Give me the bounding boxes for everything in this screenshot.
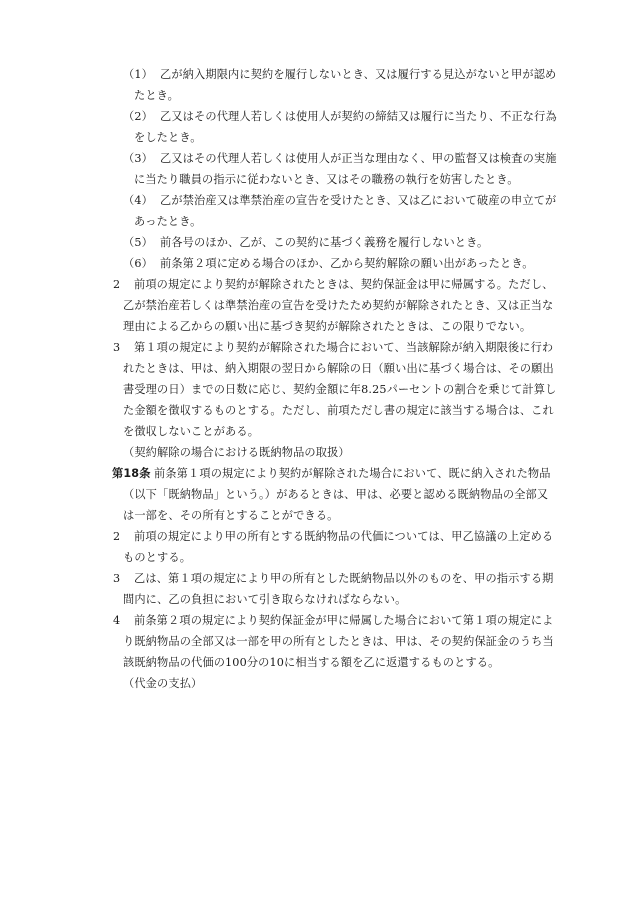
item-3-number: （3） <box>123 152 153 165</box>
item-3-line-2: に当たり職員の指示に従わないとき、又はその職務の執行を妨害したとき。 <box>134 173 519 186</box>
para-2-line-2: 乙が禁治産若しくは準禁治産の宣告を受けたため契約が解除されたとき、又は正当な <box>123 299 554 312</box>
article-18-para-4-line-1: 前条第２項の規定により契約保証金が甲に帰属した場合において第１項の規定によ <box>134 614 554 627</box>
item-5-line-1: 前各号のほか、乙が、この契約に基づく義務を履行しないとき。 <box>160 236 489 249</box>
item-6-line-1: 前条第２項に定める場合のほか、乙から契約解除の願い出があったとき。 <box>160 257 534 270</box>
para-2-number: 2 <box>113 278 121 291</box>
article-18-para-4-line-2: り既納物品の全部又は一部を甲の所有としたときは、甲は、その契約保証金のうち当 <box>123 635 554 648</box>
item-1-line-2: たとき。 <box>134 89 179 102</box>
para-3-line-3: 書受理の日）までの日数に応じ、契約金額に年8.25パーセントの割合を乗じて計算し <box>123 383 557 396</box>
item-2-number: （2） <box>123 110 153 123</box>
item-4-line-1: 乙が禁治産又は準禁治産の宣告を受けたとき、又は乙において破産の申立てが <box>160 194 557 207</box>
item-2-line-1: 乙又はその代理人若しくは使用人が契約の締結又は履行に当たり、不正な行為 <box>160 110 557 123</box>
para-3-line-4: た金額を徴収するものとする。ただし、前項ただし書の規定に該当する場合は、これ <box>123 404 554 417</box>
para-3-number: 3 <box>113 341 121 354</box>
article-18-para-2-line-1: 前項の規定により甲の所有とする既納物品の代価については、甲乙協議の上定める <box>134 530 554 543</box>
article-18-para-4-number: 4 <box>113 614 121 627</box>
item-1-number: （1） <box>123 68 153 81</box>
para-2-line-3: 理由による乙からの願い出に基づき契約が解除されたときは、この限りでない。 <box>123 320 532 333</box>
item-4-number: （4） <box>123 194 153 207</box>
article-18-line-3: は一部を、その所有とすることができる。 <box>123 509 339 522</box>
article-18-line-2: （以下「既納物品」という。）があるときは、甲は、必要と認める既納物品の全部又 <box>123 488 549 501</box>
article-18-para-4-line-3: 該既納物品の代価の100分の10に相当する額を乙に返還するものとする。 <box>123 656 500 669</box>
para-2-line-1: 前項の規定により契約が解除されたときは、契約保証金は甲に帰属する。ただし、 <box>134 278 554 291</box>
para-3-line-1: 第１項の規定により契約が解除された場合において、当該解除が納入期限後に行わ <box>134 341 554 354</box>
para-3-line-2: れたときは、甲は、納入期限の翌日から解除の日（願い出に基づく場合は、その願出 <box>123 362 554 375</box>
article-18-para-3-line-1: 乙は、第１項の規定により甲の所有とした既納物品以外のものを、甲の指示する期 <box>134 572 554 585</box>
section-heading-2: （代金の支払） <box>123 677 203 690</box>
item-6-number: （6） <box>123 257 153 270</box>
article-18-para-2-number: 2 <box>113 530 121 543</box>
section-heading-1: （契約解除の場合における既納物品の取扱） <box>123 446 350 459</box>
para-3-line-5: を徴収しないことがある。 <box>123 425 260 438</box>
item-5-number: （5） <box>123 236 153 249</box>
item-2-line-2: をしたとき。 <box>134 131 202 144</box>
article-18-para-2-line-2: ものとする。 <box>123 551 192 564</box>
item-4-line-2: あったとき。 <box>134 215 202 228</box>
article-18-para-3-line-2: 間内に、乙の負担において引き取らなければならない。 <box>123 593 407 606</box>
article-18-line-1: 前条第１項の規定により契約が解除された場合において、既に納入された物品 <box>154 467 551 480</box>
item-1-line-1: 乙が納入期限内に契約を履行しないとき、又は履行する見込がないと甲が認め <box>160 68 557 81</box>
item-3-line-1: 乙又はその代理人若しくは使用人が正当な理由なく、甲の監督又は検査の実施 <box>160 152 557 165</box>
article-18-label: 第18条 <box>112 467 151 480</box>
article-18-para-3-number: 3 <box>113 572 121 585</box>
